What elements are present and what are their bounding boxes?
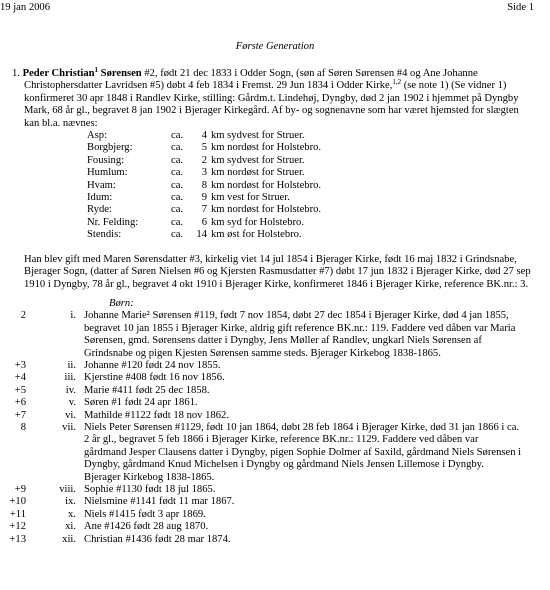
place-row <box>87 130 321 142</box>
child-text: Marie #411 født 25 dec 1858. <box>84 384 210 396</box>
place-dist: 6 <box>201 216 207 228</box>
place-row <box>87 229 321 241</box>
child-row <box>0 509 522 521</box>
place-ca: ca. <box>171 130 184 142</box>
place-name: Nr. Felding: <box>87 216 139 228</box>
child-roman: ii. <box>67 359 76 371</box>
place-ca: ca. <box>171 154 184 166</box>
child-row <box>0 360 522 372</box>
place-dist: 4 <box>201 130 207 142</box>
place-dist: 9 <box>201 192 207 204</box>
marriage-entry: Han blev gift med Maren Sørensdatter #3, kirkelig viet 14 jul 1854 i Bjerager Kirke, født 16 maj 1832 i Grindsnabe, Bjerager Sogn, (datter af Søren Nielsen #6 og Kjersten Rasmusdatter #7) døbt 17 jun 1832 i Bjerager Kirke, død 27 sep 1910 i Dyngby, 78 år gl., begravet 4 okt 1910 i Bjerager Kirke, konfirmeret 1846 i Bjerager Kirke, reference BK.nr.: 3. <box>24 253 531 290</box>
child-roman: viii. <box>59 484 76 495</box>
child-row <box>0 534 522 546</box>
place-row <box>87 167 321 179</box>
place-ca: ca. <box>171 167 184 179</box>
child-mark: +6 <box>14 397 26 409</box>
child-mark: +5 <box>14 384 26 396</box>
place-ca: ca. <box>171 216 184 228</box>
child-text: Kjerstine #408 født 16 nov 1856. <box>84 372 225 384</box>
child-roman: x. <box>68 508 76 520</box>
child-roman: v. <box>68 397 76 409</box>
place-row <box>87 192 321 204</box>
place-ca: ca. <box>171 179 184 191</box>
document-body <box>9 66 532 546</box>
place-name: Hvam: <box>87 179 116 191</box>
place-desc: km syd for Holstebro. <box>211 216 304 228</box>
child-mark: 8 <box>20 421 26 433</box>
place-desc: km vest for Struer. <box>211 192 290 204</box>
child-mark: 2 <box>20 310 26 322</box>
place-desc: km sydvest for Struer. <box>211 130 305 142</box>
child-text: Johanne #120 født 24 nov 1855. <box>84 359 221 371</box>
place-name: Ryde: <box>87 204 112 216</box>
place-desc: km nordøst for Holstebro. <box>211 204 322 216</box>
child-text: Niels Peter Sørensen #1129, født 10 jan 1864, døbt 28 feb 1864 i Bjerager Kirke, død 31 jan 1866 i ca. 2 år gl., begravet 5 feb 1866 i Bjerager Kirke, reference BK.nr.: 1129. Faddere ved dåben var gårdmand Jesper Clausens datter i Dyngby, pigen Sophie Dolmer af Saxild, gårdmand Niels Sørensen i Dyngby, gårdmand Knud Michelsen i Dyngby og gårdmand Niels Jensen Lillemose i Dyngby. Bjerager Kirkebog 1838-1865. <box>84 421 522 483</box>
child-text: Søren #1 født 24 apr 1861. <box>84 397 198 409</box>
child-row <box>0 385 522 397</box>
place-row <box>87 155 321 167</box>
child-mark: +3 <box>14 359 26 371</box>
place-row <box>87 180 321 192</box>
place-dist: 7 <box>201 204 207 216</box>
place-dist: 5 <box>201 142 207 154</box>
place-desc: km nordøst for Holstebro. <box>211 179 322 191</box>
child-roman: iv. <box>65 384 76 396</box>
child-text: Nielsmine #1141 født 11 mar 1867. <box>84 496 235 508</box>
children-heading: Børn: <box>109 297 134 309</box>
place-name: Idum: <box>87 192 113 204</box>
page-number: Side 1 <box>507 2 534 13</box>
place-ca: ca. <box>171 142 184 154</box>
place-row <box>87 142 321 154</box>
child-row <box>0 521 522 533</box>
child-text: Niels #1415 født 3 apr 1869. <box>84 508 206 520</box>
child-row <box>0 310 522 360</box>
place-name: Stendis: <box>87 229 122 241</box>
place-dist: 2 <box>201 154 207 166</box>
place-dist: 14 <box>196 229 207 241</box>
place-name: Fousing: <box>87 154 125 166</box>
child-text: Ane #1426 født 28 aug 1870. <box>84 521 209 533</box>
child-row <box>0 410 522 422</box>
child-text: Sophie #1130 født 18 jul 1865. <box>84 484 216 495</box>
child-text: Christian #1436 født 28 mar 1874. <box>84 533 231 545</box>
place-name: Humlum: <box>87 167 128 179</box>
child-mark: +10 <box>9 496 26 508</box>
place-dist: 3 <box>201 167 207 179</box>
place-name: Asp: <box>87 130 108 142</box>
child-roman: iii. <box>64 372 76 384</box>
place-desc: km nordøst for Holstebro. <box>211 142 322 154</box>
child-row <box>0 397 522 409</box>
child-mark: +13 <box>9 533 26 545</box>
generation-title: Første Generation <box>235 41 315 52</box>
place-desc: km øst for Holstebro. <box>211 229 302 241</box>
child-row <box>0 372 522 384</box>
place-desc: km nordøst for Struer. <box>211 167 305 179</box>
place-ca: ca. <box>171 204 184 216</box>
place-dist: 8 <box>201 179 207 191</box>
child-mark: +7 <box>14 409 26 421</box>
place-desc: km sydvest for Struer. <box>211 154 305 166</box>
children-list <box>0 310 522 546</box>
place-row <box>87 204 321 216</box>
place-list <box>87 130 321 242</box>
place-name: Borgbjerg: <box>87 142 133 154</box>
child-roman: xii. <box>62 533 76 545</box>
child-mark: +12 <box>9 521 26 533</box>
person-details: #2, født 21 dec 1833 i Odder Sogn, (søn af Søren Sørensen #4 og Ane Johanne Christophersdatter Lavridsen #5) døbt 4 feb 1834 i Fremst. 29 Jun 1834 i Odder Kirke, <box>24 68 478 92</box>
child-mark: +9 <box>14 484 26 495</box>
child-roman: i. <box>70 310 76 322</box>
page-date: 19 jan 2006 <box>0 2 51 13</box>
child-mark: +4 <box>14 372 26 384</box>
child-text: Mathilde #1122 født 18 nov 1862. <box>84 409 229 421</box>
child-row <box>0 484 522 496</box>
person-number: 1. <box>12 68 20 79</box>
place-row <box>87 217 321 229</box>
note-ref: 1,2 <box>392 78 402 87</box>
child-roman: xi. <box>65 521 76 533</box>
person-name: Peder Christian$^1$ Sørensen <box>22 66 142 79</box>
place-ca: ca. <box>171 229 184 241</box>
child-mark: +11 <box>9 508 26 520</box>
child-roman: ix. <box>65 496 76 508</box>
child-row <box>0 422 522 484</box>
child-row <box>0 496 522 508</box>
person-entry <box>12 68 532 130</box>
place-ca: ca. <box>171 192 184 204</box>
child-roman: vi. <box>65 409 76 421</box>
person-details-cont: (se note 1) (Se vidner 1) konfirmeret 30 apr 1848 i Randlev Kirke, stilling: Gårdm.t. Lindehøj, Dyngby, død 2 jan 1902 i hjemmet på Dyngby Mark, 68 år gl., begravet 8 jan 1902 i Bjerager Kirkegård. Af by- og sognenavne som har været hjemsted for slægten kan bl.a. nævnes: <box>24 80 519 129</box>
child-roman: vii. <box>62 421 76 433</box>
child-text: Johanne Marie² Sørensen #119, født 7 nov 1854, døbt 27 dec 1854 i Bjerager Kirke, død 4 jan 1855, begravet 10 jan 1855 i Bjerager Kirke, aldrig gift reference BK.nr.: 119. Faddere ved dåben var Maria Sørensen, gmd. Sørensens datter i Dyngby, Jens Møller af Randlev, ungkarl Niels Sørensen af Grindsnabe og pigen Kjesten Sørensen samme steds. Bjerager Kirkebog 1838-1865. <box>84 310 516 359</box>
